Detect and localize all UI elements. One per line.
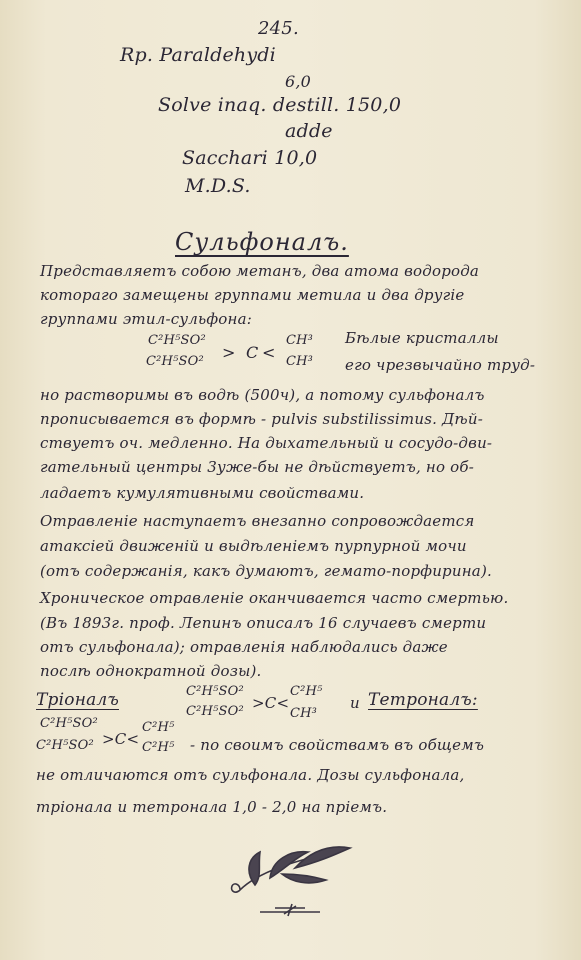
trional-label: Тріоналъ	[36, 690, 119, 710]
closing-line: не отличаются отъ сульфонала. Дозы сульфонала,	[36, 766, 465, 784]
section-heading: Сульфоналъ.	[175, 228, 349, 256]
body-line: Отравленіе наступаетъ внезапно сопровождается	[40, 512, 475, 530]
formula-right-bottom: CH³	[286, 354, 314, 369]
formula-bracket-left: >	[222, 343, 236, 362]
body-line: (отъ содержанія, какъ думаютъ, гемато-порфирина).	[40, 562, 492, 580]
body-line: прописывается въ формѣ - pulvis substilissimus. Дѣй-	[40, 410, 483, 428]
body-line: но растворимы въ водѣ (500ч), а потому сульфоналъ	[40, 386, 485, 404]
formula-right-top: CH³	[286, 333, 314, 348]
trional-right-bottom: CH³	[290, 706, 318, 721]
recipe-line-6: M.D.S.	[185, 175, 251, 197]
body-line: отъ сульфонала); отравленія наблюдались даже	[40, 638, 448, 656]
body-line: послѣ однократной дозы).	[40, 662, 262, 680]
tetronal-right-top: C²H⁵	[142, 720, 175, 735]
body-line: ладаетъ кумулятивными свойствами.	[40, 484, 365, 502]
body-line: атаксіей движеній и выдѣленіемъ пурпурной мочи	[40, 537, 467, 555]
formula-note-1: Бѣлые кристаллы	[345, 329, 499, 347]
recipe-line-2: 6,0	[285, 72, 312, 91]
recipe-line-3: Solve inaq. destill. 150,0	[158, 94, 402, 116]
closing-line: тріонала и тетронала 1,0 - 2,0 на пріемъ.	[36, 798, 388, 816]
trional-left-top: C²H⁵SO²	[186, 684, 244, 699]
body-line: Представляетъ собою метанъ, два атома водорода	[40, 262, 480, 280]
recipe-line-1: Rp. Paraldehydi	[120, 44, 276, 66]
body-line: группами этил-сульфона:	[40, 310, 252, 328]
tetronal-left-top: C²H⁵SO²	[40, 716, 98, 731]
trional-center: >C<	[252, 694, 290, 712]
body-line: котораго замещены группами метила и два другіе	[40, 286, 465, 304]
recipe-line-5: Sacchari 10,0	[182, 147, 318, 169]
tetronal-label: Тетроналъ:	[368, 690, 478, 710]
trional-left-bottom: C²H⁵SO²	[186, 704, 244, 719]
recipe-line-4: adde	[285, 120, 333, 142]
tetronal-left-bottom: C²H⁵SO²	[36, 738, 94, 753]
body-line: ствуетъ оч. медленно. На дыхательный и сосудо-дви-	[40, 434, 493, 452]
body-line: Хроническое отравленіе оканчивается часто смертью.	[40, 589, 509, 607]
body-line: гательный центры 3уже-бы не дѣйствуетъ, но об-	[40, 458, 475, 476]
tetronal-tail: - по своимъ свойствамъ въ общемъ	[190, 736, 485, 754]
body-line: (Въ 1893г. проф. Лепинъ описалъ 16 случаевъ смерти	[40, 614, 487, 632]
conjunction: и	[350, 694, 360, 712]
tetronal-center: >C<	[102, 730, 140, 748]
page-number: 245.	[258, 18, 299, 39]
formula-bracket-right: <	[262, 343, 276, 362]
formula-center: C	[246, 343, 259, 362]
trional-right-top: C²H⁵	[290, 684, 323, 699]
formula-left-top: C²H⁵SO²	[148, 333, 206, 348]
formula-left-bottom: C²H⁵SO²	[146, 354, 204, 369]
tetronal-right-bottom: C²H⁵	[142, 740, 175, 755]
floral-ornament-icon	[200, 830, 380, 920]
formula-note-2: его чрезвычайно труд-	[345, 356, 536, 374]
